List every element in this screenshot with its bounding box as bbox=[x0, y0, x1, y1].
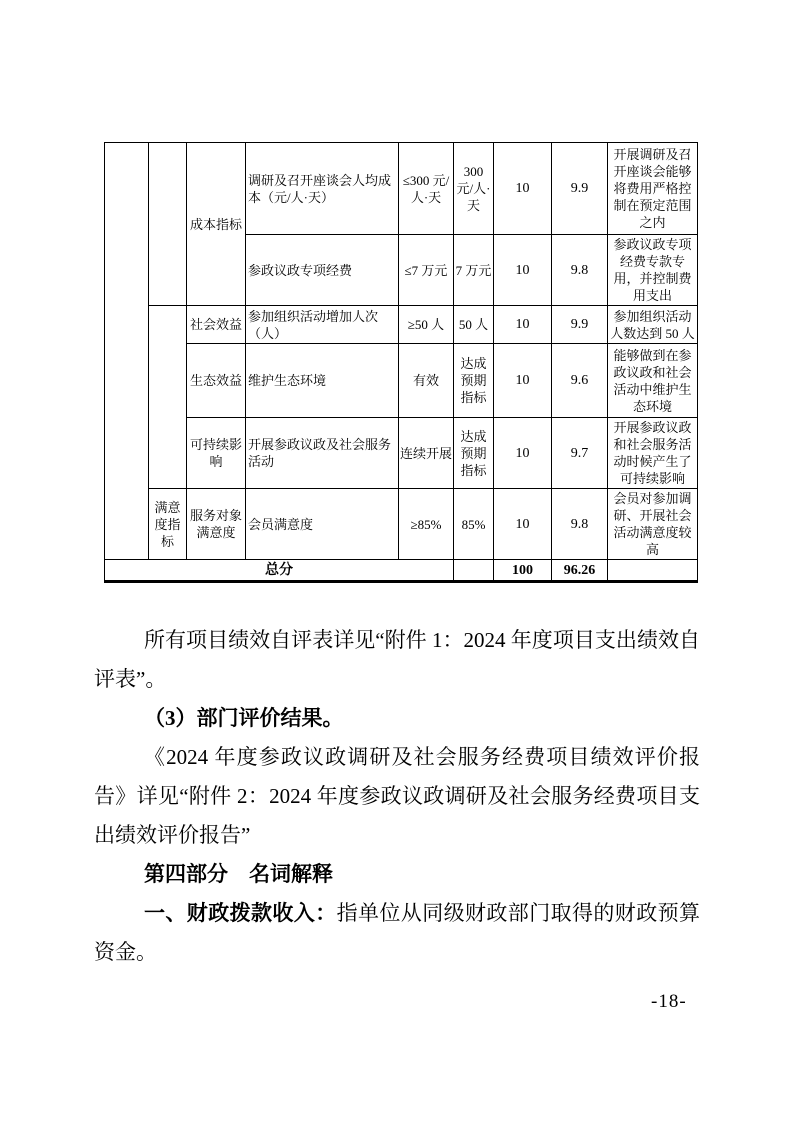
paragraph-evaluation-report: 《2024 年度参政议政调研及社会服务经费项目绩效评价报告》详见“附件 2：2024 年度参政议政调研及社会服务经费项目支出绩效评价报告” bbox=[94, 745, 700, 847]
level2-cell: 满意度指标 bbox=[149, 489, 187, 560]
level2-cell bbox=[149, 306, 187, 489]
level3-cell: 生态效益 bbox=[187, 344, 246, 418]
remark-cell: 会员对参加调研、开展社会活动满意度较高 bbox=[608, 489, 698, 560]
indicator-name-cell: 参政议政专项经费 bbox=[246, 235, 399, 306]
definition-term: 一、财政拨款收入： bbox=[144, 901, 337, 925]
points-cell: 10 bbox=[494, 418, 552, 489]
heading-dept-evaluation-result: （3）部门评价结果。 bbox=[144, 706, 344, 730]
paragraph-definition-fiscal-income bbox=[94, 894, 700, 972]
indicator-name-cell: 调研及召开座谈会人均成本（元/人·天） bbox=[246, 143, 399, 235]
definition-body: 指单位从同级财政部门取得的财政预算资金。 bbox=[94, 901, 701, 964]
remark-cell: 参加组织活动人数达到 50 人 bbox=[608, 306, 698, 344]
achieved-value-cell: 达成预期指标 bbox=[454, 344, 494, 418]
remark-cell: 开展调研及召开座谈会能够将费用严格控制在预定范围之内 bbox=[608, 143, 698, 235]
remark-cell: 开展参政议政和社会服务活动时候产生了可持续影响 bbox=[608, 418, 698, 489]
table-total-row bbox=[105, 560, 698, 582]
score-cell: 9.9 bbox=[552, 143, 608, 235]
target-value-cell: ≥50 人 bbox=[399, 306, 454, 344]
table-row bbox=[105, 143, 698, 235]
indicator-name-cell: 会员满意度 bbox=[246, 489, 399, 560]
points-cell: 10 bbox=[494, 306, 552, 344]
target-value-cell: 有效 bbox=[399, 344, 454, 418]
points-cell: 10 bbox=[494, 235, 552, 306]
table-row bbox=[105, 306, 698, 344]
body-text-block bbox=[94, 621, 700, 972]
points-cell: 10 bbox=[494, 489, 552, 560]
heading-part4-glossary: 第四部分 名词解释 bbox=[144, 862, 333, 886]
level3-cell: 成本指标 bbox=[187, 143, 246, 306]
level3-cell: 社会效益 bbox=[187, 306, 246, 344]
total-remark-cell bbox=[608, 560, 698, 582]
total-points-cell: 100 bbox=[494, 560, 552, 582]
target-value-cell: ≥85% bbox=[399, 489, 454, 560]
points-cell: 10 bbox=[494, 344, 552, 418]
performance-evaluation-table bbox=[104, 142, 698, 583]
achieved-value-cell: 85% bbox=[454, 489, 494, 560]
table-row bbox=[105, 418, 698, 489]
level3-cell: 服务对象满意度 bbox=[187, 489, 246, 560]
total-achieved-cell bbox=[454, 560, 494, 582]
achieved-value-cell: 50 人 bbox=[454, 306, 494, 344]
target-value-cell: 连续开展 bbox=[399, 418, 454, 489]
level2-cell bbox=[149, 143, 187, 306]
remark-cell: 参政议政专项经费专款专用，并控制费用支出 bbox=[608, 235, 698, 306]
indicator-name-cell: 开展参政议政及社会服务活动 bbox=[246, 418, 399, 489]
total-score-cell: 96.26 bbox=[552, 560, 608, 582]
indicator-name-cell: 维护生态环境 bbox=[246, 344, 399, 418]
score-cell: 9.7 bbox=[552, 418, 608, 489]
achieved-value-cell: 达成预期指标 bbox=[454, 418, 494, 489]
page-number: -18- bbox=[651, 991, 687, 1012]
remark-cell: 能够做到在参政议政和社会活动中维护生态环境 bbox=[608, 344, 698, 418]
table-row bbox=[105, 489, 698, 560]
table-row bbox=[105, 344, 698, 418]
score-cell: 9.8 bbox=[552, 235, 608, 306]
level1-cell bbox=[105, 143, 149, 560]
points-cell: 10 bbox=[494, 143, 552, 235]
achieved-value-cell: 7 万元 bbox=[454, 235, 494, 306]
score-cell: 9.9 bbox=[552, 306, 608, 344]
total-label-cell: 总分 bbox=[105, 560, 454, 582]
achieved-value-cell: 300 元/人·天 bbox=[454, 143, 494, 235]
indicator-name-cell: 参加组织活动增加人次（人） bbox=[246, 306, 399, 344]
target-value-cell: ≤300 元/人·天 bbox=[399, 143, 454, 235]
score-cell: 9.6 bbox=[552, 344, 608, 418]
level3-cell: 可持续影响 bbox=[187, 418, 246, 489]
paragraph-self-eval: 所有项目绩效自评表详见“附件 1：2024 年度项目支出绩效自评表”。 bbox=[94, 628, 700, 691]
target-value-cell: ≤7 万元 bbox=[399, 235, 454, 306]
score-cell: 9.8 bbox=[552, 489, 608, 560]
